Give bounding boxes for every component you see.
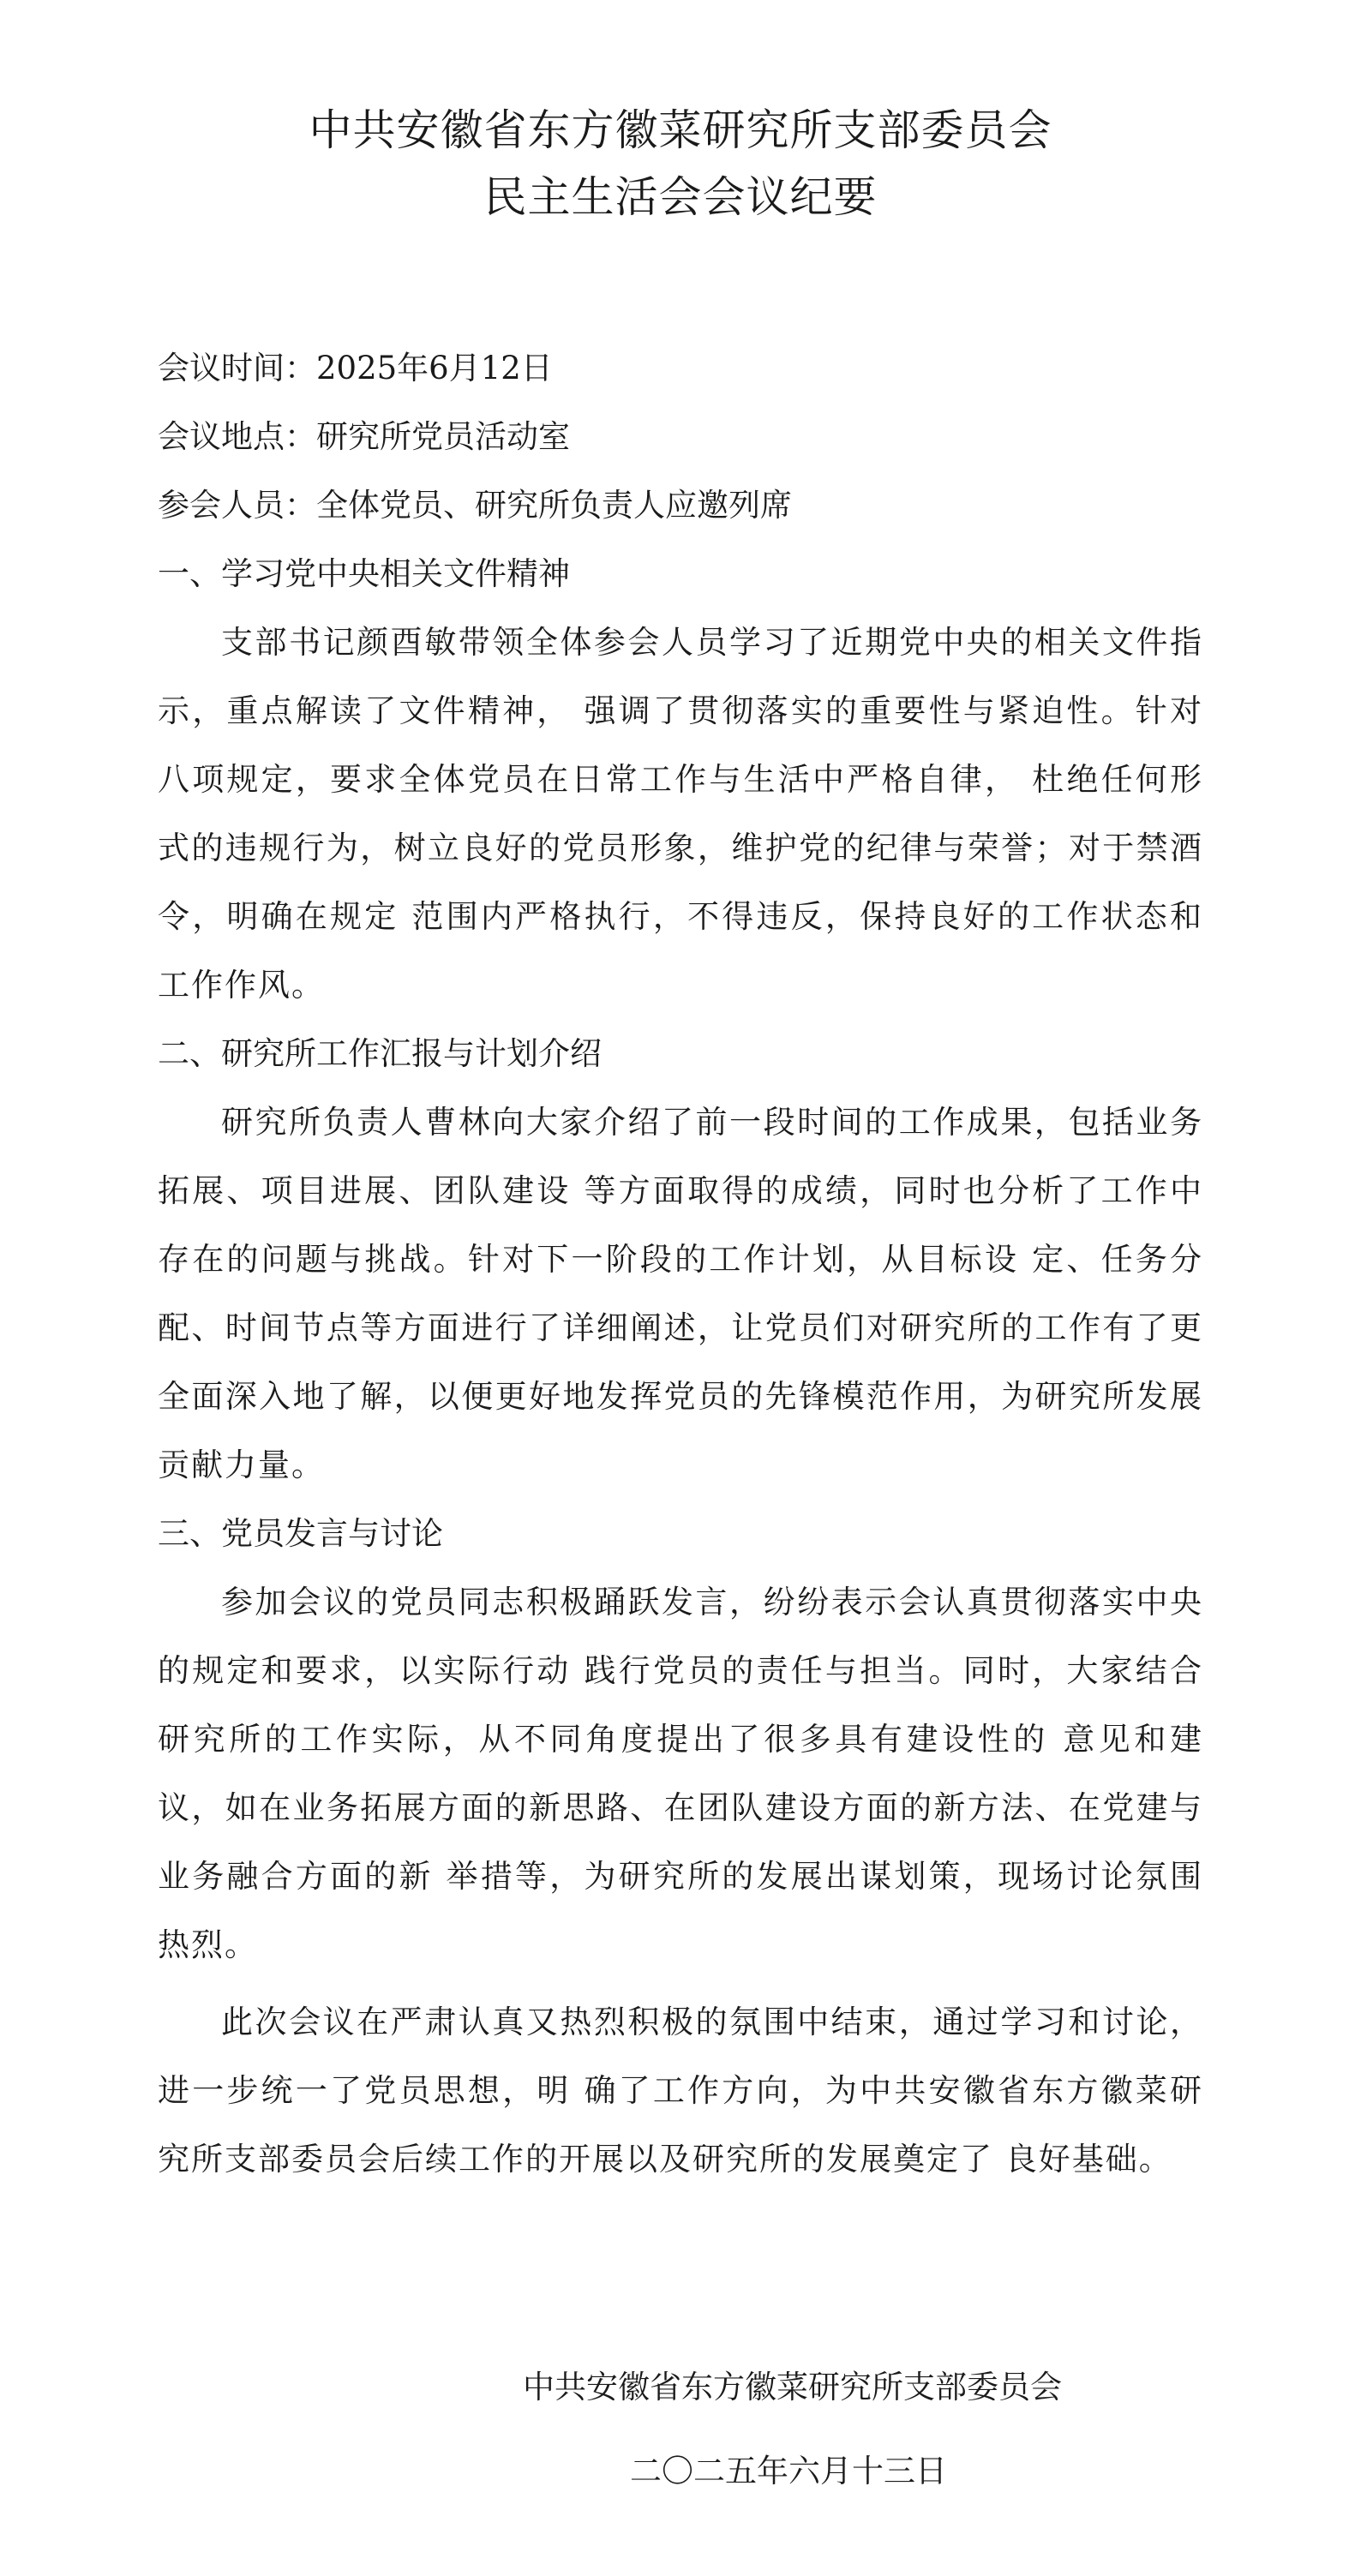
document-title: 中共安徽省东方徽菜研究所支部委员会: [309, 105, 1052, 155]
minutes-body: [158, 334, 1203, 2194]
document-subtitle: 民主生活会会议纪要: [483, 172, 878, 222]
meeting-attendees: 参会人员：全体党员、研究所负责人应邀列席: [158, 487, 792, 524]
meeting-place: 会议地点：研究所党员活动室: [158, 418, 570, 455]
signature-organization: 中共安徽省东方徽菜研究所支部委员会: [523, 2369, 1062, 2405]
meeting-time: 会议时间：2025年6月12日: [158, 350, 553, 386]
section-body-study: 支部书记颜酉敏带领全体参会人员学习了近期党中央的相关文件指示，重点解读了文件精神， 强调了贯彻落实的重要性与紧迫性。针对八项规定，要求全体党员在日常工作与生活中严格自律， 杜绝任何形式的违规行为，树立良好的党员形象，维护党的纪律与荣誉；对于禁酒令，明确在规定 范围内严格执行，不得违反，保持良好的工作状态和工作作风。: [158, 624, 1203, 1003]
section-heading-study: 一、学习党中央相关文件精神: [158, 555, 570, 592]
section-heading-discussion: 三、党员发言与讨论: [158, 1515, 443, 1552]
signature-date: 二〇二五年六月十三日: [630, 2453, 947, 2489]
section-body-discussion: 参加会议的党员同志积极踊跃发言，纷纷表示会认真贯彻落实中央的规定和要求，以实际行动 践行党员的责任与担当。同时，大家结合研究所的工作实际，从不同角度提出了很多具有建设性的 意见和建议，如在业务拓展方面的新思路、在团队建设方面的新方法、在党建与业务融合方面的新 举措等，为研究所的发展出谋划策，现场讨论氛围热烈。: [158, 1584, 1203, 1963]
section-heading-report: 二、研究所工作汇报与计划介绍: [158, 1035, 602, 1072]
closing-paragraph: 此次会议在严肃认真又热烈积极的氛围中结束，通过学习和讨论，进一步统一了党员思想，明 确了工作方向，为中共安徽省东方徽菜研究所支部委员会后续工作的开展以及研究所的发展奠定了 良好基础。: [158, 2004, 1203, 2178]
section-body-report: 研究所负责人曹林向大家介绍了前一段时间的工作成果，包括业务拓展、项目进展、团队建设 等方面取得的成绩，同时也分析了工作中存在的问题与挑战。针对下一阶段的工作计划，从目标设 定、任务分配、时间节点等方面进行了详细阐述，让党员们对研究所的工作有了更全面深入地了解，以便更好地发挥党员的先锋模范作用，为研究所发展贡献力量。: [158, 1104, 1203, 1483]
